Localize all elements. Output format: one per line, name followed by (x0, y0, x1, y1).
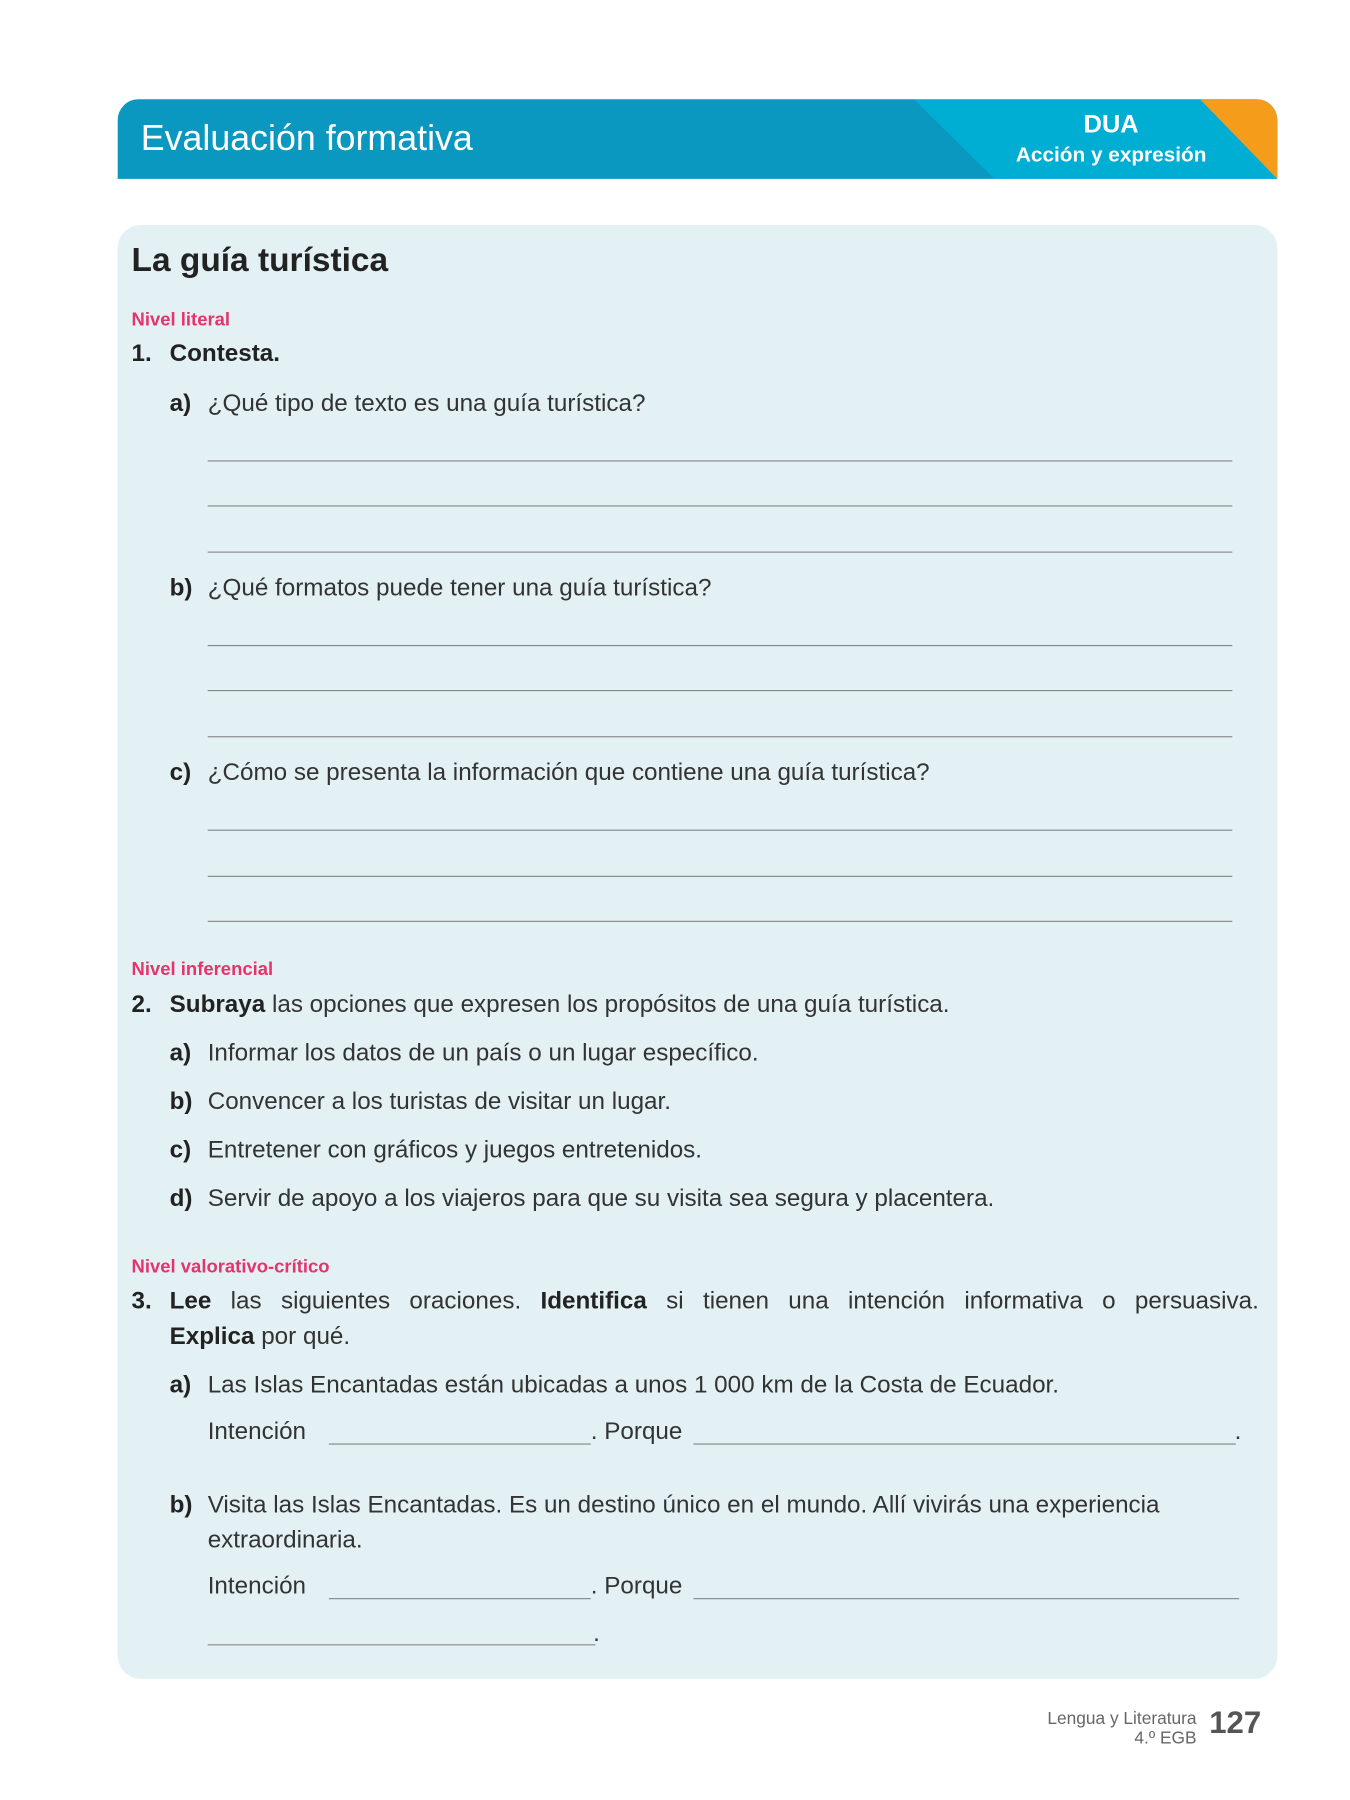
intencion-answer-line[interactable] (329, 1443, 591, 1444)
q2a-label: a) (169, 1039, 192, 1067)
q1-instruction: Contesta. (169, 340, 281, 367)
q3b-text-cont: extraordinaria. (207, 1526, 363, 1554)
q1-number: 1. (131, 340, 152, 367)
q3-text3: por qué. (254, 1323, 351, 1351)
q2-text: las opciones que expresen los propósitos de una guía turística. (265, 991, 950, 1018)
q1c-label: c) (169, 759, 192, 786)
q1b-text: ¿Qué formatos puede tener una guía turística? (207, 574, 712, 602)
q2d-option[interactable]: Servir de apoyo a los viajeros para que su visita sea segura y placentera. (207, 1185, 995, 1212)
q3-verb-identifica: Identifica (540, 1287, 647, 1315)
q3-verb-explica: Explica (169, 1323, 255, 1351)
q2-instruction (170, 989, 950, 1021)
q3-text1: las siguientes oraciones. (211, 1287, 541, 1315)
q1a-text: ¿Qué tipo de texto es una guía turística? (207, 390, 646, 417)
intencion-label: Intención (207, 1572, 307, 1600)
answer-line[interactable] (208, 830, 1233, 831)
q3a-text: Las Islas Encantadas están ubicadas a unos 1 000 km de la Costa de Ecuador. (207, 1371, 1060, 1399)
q2-number: 2. (131, 991, 152, 1018)
q2d-label: d) (169, 1185, 193, 1212)
period: . (593, 1620, 600, 1647)
porque-label: . Porque (590, 1418, 683, 1445)
page-number: 127 (1209, 1705, 1262, 1741)
level-critico: Nivel valorativo-crítico (131, 1257, 330, 1278)
answer-line[interactable] (208, 505, 1233, 506)
intencion-label: Intención (207, 1418, 307, 1445)
q3-verb-lee: Lee (169, 1287, 212, 1315)
q2c-label: c) (169, 1136, 192, 1164)
q3-text2: si tienen una intención informativa o persuasiva. (646, 1287, 1259, 1315)
footer-grade: 4.º EGB (1134, 1728, 1197, 1749)
q3-number: 3. (131, 1287, 152, 1315)
q2a-option[interactable]: Informar los datos de un país o un lugar específico. (207, 1039, 759, 1067)
answer-line[interactable] (208, 645, 1233, 646)
q2b-label: b) (169, 1088, 193, 1115)
intencion-answer-line[interactable] (329, 1598, 591, 1599)
footer-subject: Lengua y Literatura (1047, 1708, 1197, 1729)
q2-verb: Subraya (169, 991, 266, 1018)
dua-badge-subtitle: Acción y expresión (1015, 143, 1207, 167)
answer-line[interactable] (208, 690, 1233, 691)
porque-answer-line[interactable] (693, 1598, 1239, 1599)
q2b-option[interactable]: Convencer a los turistas de visitar un lugar. (207, 1088, 672, 1115)
q3-instruction-line1 (170, 1285, 1259, 1317)
q3a-label: a) (169, 1371, 192, 1399)
dua-badge-title: DUA (1083, 109, 1139, 139)
q3-instruction-line2 (170, 1321, 351, 1353)
q1a-label: a) (169, 390, 192, 417)
section-title: La guía turística (131, 242, 389, 280)
answer-line[interactable] (208, 921, 1233, 922)
level-inferencial: Nivel inferencial (131, 960, 274, 980)
level-literal: Nivel literal (131, 310, 231, 331)
q2c-option[interactable]: Entretener con gráficos y juegos entretenidos. (207, 1136, 703, 1164)
answer-line[interactable] (208, 460, 1233, 461)
q1c-text: ¿Cómo se presenta la información que contiene una guía turística? (207, 759, 930, 786)
period: . (1234, 1418, 1242, 1445)
q3b-text: Visita las Islas Encantadas. Es un destino único en el mundo. Allí vivirás una experiencia (207, 1491, 1160, 1519)
answer-line[interactable] (208, 876, 1233, 877)
header-title: Evaluación formativa (140, 117, 473, 159)
porque-answer-line[interactable] (693, 1443, 1235, 1444)
q1b-label: b) (169, 574, 193, 602)
q3b-label: b) (169, 1491, 193, 1519)
header-banner (118, 99, 1278, 179)
answer-line[interactable] (208, 736, 1233, 737)
activity-card (118, 225, 1278, 1679)
porque-label: . Porque (590, 1572, 683, 1600)
answer-line[interactable] (208, 552, 1233, 553)
porque-answer-line-2[interactable] (208, 1644, 596, 1645)
